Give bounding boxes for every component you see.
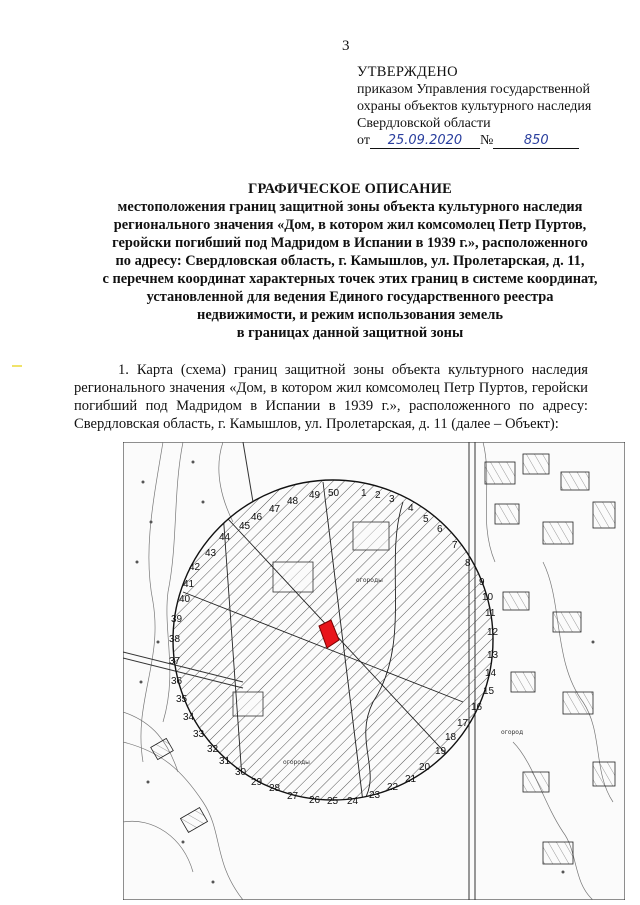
point-label: 10 (482, 592, 494, 603)
from-label: от (357, 133, 370, 148)
approval-stamp (357, 64, 627, 149)
point-label: 23 (369, 790, 381, 801)
point-label: 1 (361, 488, 367, 499)
point-label: 33 (193, 729, 205, 740)
point-label: 34 (183, 712, 195, 723)
point-label: 22 (387, 782, 399, 793)
title-line: в границах данной защитной зоны (236, 325, 464, 341)
point-label: 19 (435, 746, 447, 757)
point-label: 5 (423, 514, 429, 525)
point-label: 49 (309, 490, 321, 501)
point-label: 6 (437, 524, 443, 535)
point-label: 47 (269, 504, 281, 515)
title-line: недвижимости, и режим использования земель (197, 307, 503, 323)
point-label: 24 (347, 796, 359, 807)
point-label: 4 (408, 503, 414, 514)
zone-map (123, 442, 625, 900)
number-label: № (479, 133, 494, 148)
point-label: 3 (389, 494, 395, 505)
area-label: огород (501, 729, 524, 736)
point-label: 40 (179, 594, 191, 605)
point-label: 36 (171, 676, 183, 687)
point-label: 32 (207, 744, 219, 755)
area-label: огороды (283, 759, 310, 766)
approval-line: охраны объектов культурного наследия (357, 99, 592, 114)
approval-line: приказом Управления государственной (357, 82, 591, 97)
point-label: 44 (219, 532, 231, 543)
point-label: 18 (445, 732, 457, 743)
point-label: 11 (485, 608, 496, 619)
point-label: 41 (183, 579, 195, 590)
point-label: 50 (328, 488, 340, 499)
title-line: установленной для ведения Единого государственного реестра (146, 289, 554, 305)
point-label: 28 (269, 783, 281, 794)
title-line: с перечнем координат характерных точек этих границ в системе координат, (102, 271, 598, 287)
point-label: 35 (176, 694, 188, 705)
point-label: 48 (287, 496, 299, 507)
point-label: 2 (375, 490, 381, 501)
paragraph-number: 1. (118, 362, 129, 378)
title-line: регионального значения «Дом, в котором жил комсомолец Петр Пуртов, (113, 217, 587, 233)
point-label: 14 (485, 668, 497, 679)
point-label: 8 (465, 558, 471, 569)
point-label: 12 (487, 627, 499, 638)
point-label: 16 (471, 702, 483, 713)
paragraph-1 (74, 361, 588, 433)
title-line: геройски погибший под Мадридом в Испании в 1939 г.», расположенного (112, 235, 588, 251)
point-label: 43 (205, 548, 217, 559)
point-label: 38 (169, 634, 181, 645)
paragraph-text: Карта (схема) границ защитной зоны объекта культурного наследия регионального значения «Дом, в котором жил комсомолец Петр Пуртов, геройски погибший под Мадридом в Испании в 1939 г.», расположенного по адресу: Свердловская область, г. Камышлов, ул. Пролетарская, д. 11 (далее – Объект): (74, 362, 588, 432)
point-label: 26 (309, 795, 321, 806)
point-label: 45 (239, 521, 251, 532)
point-label: 17 (457, 718, 469, 729)
zone-map-svg (123, 442, 625, 900)
approval-date-number (357, 132, 627, 149)
point-label: 30 (235, 767, 247, 778)
document-title (60, 180, 640, 342)
point-label: 9 (479, 577, 485, 588)
title-heading: ГРАФИЧЕСКОЕ ОПИСАНИЕ (248, 181, 452, 197)
point-label: 13 (487, 650, 499, 661)
point-label: 29 (251, 777, 263, 788)
point-label: 7 (452, 540, 458, 551)
area-label: огороды (356, 577, 383, 584)
approval-date: 25.09.2020 (370, 133, 480, 149)
point-label: 31 (219, 756, 231, 767)
page-number: 3 (342, 38, 350, 54)
point-label: 46 (251, 512, 263, 523)
title-line: местоположения границ защитной зоны объекта культурного наследия (117, 199, 583, 215)
approval-number: 850 (493, 133, 579, 149)
point-label: 37 (169, 656, 181, 667)
margin-mark (12, 365, 22, 367)
point-label: 39 (171, 614, 183, 625)
approval-line: Свердловской области (357, 116, 491, 131)
point-label: 20 (419, 762, 431, 773)
point-label: 15 (483, 686, 495, 697)
title-line: по адресу: Свердловская область, г. Камышлов, ул. Пролетарская, д. 11, (115, 253, 585, 269)
point-label: 42 (189, 562, 201, 573)
point-label: 27 (287, 791, 299, 802)
approval-heading: УТВЕРЖДЕНО (357, 64, 458, 80)
point-label: 25 (327, 796, 339, 807)
point-label: 21 (405, 774, 417, 785)
